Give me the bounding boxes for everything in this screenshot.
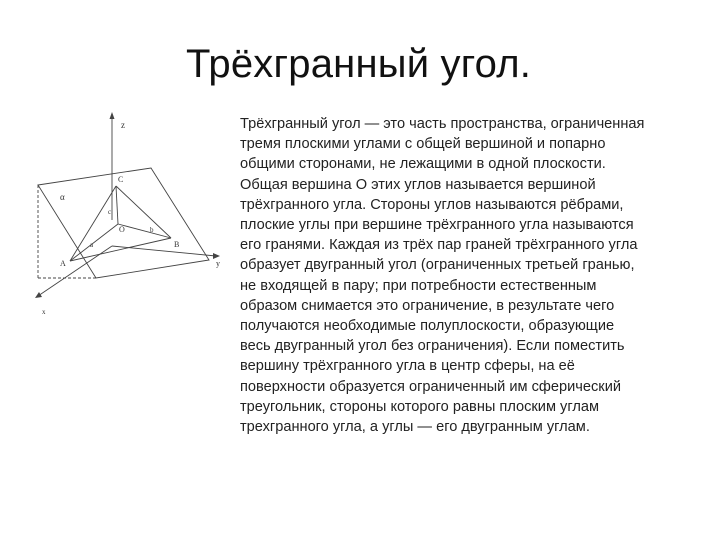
paragraph-line: вершину трёхгранного угла в центр сферы, на её xyxy=(240,358,575,375)
paragraph-line: поверхности образуется ограниченный им сферический xyxy=(240,378,621,395)
paragraph-line: получаются необходимые полуплоскости, образующие xyxy=(240,318,615,335)
paragraph-line: Общая вершина О этих углов называется вершиной xyxy=(240,176,596,193)
paragraph-line: образом снимается это ограничение, в результате чего xyxy=(240,297,615,314)
z-arrow xyxy=(110,112,115,119)
definition-paragraph xyxy=(240,114,700,437)
paragraph-line: образует двугранный угол (ограниченных третьей гранью, xyxy=(240,257,635,274)
paragraph-line: плоские углы при вершине трёхгранного угла называются xyxy=(240,217,634,234)
label-c-edge: c xyxy=(108,208,112,216)
label-a-point: A xyxy=(60,259,66,268)
paragraph-line: весь двугранный угол без ограничения). Если поместить xyxy=(240,338,625,355)
paragraph-line: не входящей в пару; при потребности естественным xyxy=(240,277,597,294)
paragraph-line: Трёхгранный угол — это часть пространства, ограниченная xyxy=(240,116,645,132)
x-arrow xyxy=(35,292,42,298)
label-alpha: α xyxy=(60,192,65,202)
trihedral-angle-diagram xyxy=(26,108,236,323)
label-b-point: B xyxy=(174,240,180,249)
label-a-edge: a xyxy=(90,241,94,249)
paragraph-line: треугольник, стороны которого равны плоским углам xyxy=(240,398,599,415)
edge-oc xyxy=(116,186,118,224)
slide-title: Трёхгранный угол. xyxy=(186,42,532,86)
label-x: x xyxy=(42,308,46,316)
trihedral-angle-figure xyxy=(26,108,236,323)
label-origin: O xyxy=(119,225,125,234)
paragraph-line: общими сторонами, не лежащими в одной плоскости. xyxy=(240,156,606,173)
paragraph-line: трехгранного угла, а углы — его двугранным углам. xyxy=(240,419,590,436)
label-c-point: C xyxy=(118,175,124,184)
label-z: z xyxy=(121,120,125,130)
paragraph-line: трёхгранного угла. Стороны углов называются рёбрами, xyxy=(240,196,624,213)
label-b-edge: b xyxy=(150,226,154,234)
paragraph-line: его гранями. Каждая из трёх пар граней трёхгранного угла xyxy=(240,237,638,254)
paragraph-line: тремя плоскими углами с общей вершиной и попарно xyxy=(240,136,606,153)
label-y: y xyxy=(216,259,220,268)
side-ca xyxy=(70,186,116,261)
